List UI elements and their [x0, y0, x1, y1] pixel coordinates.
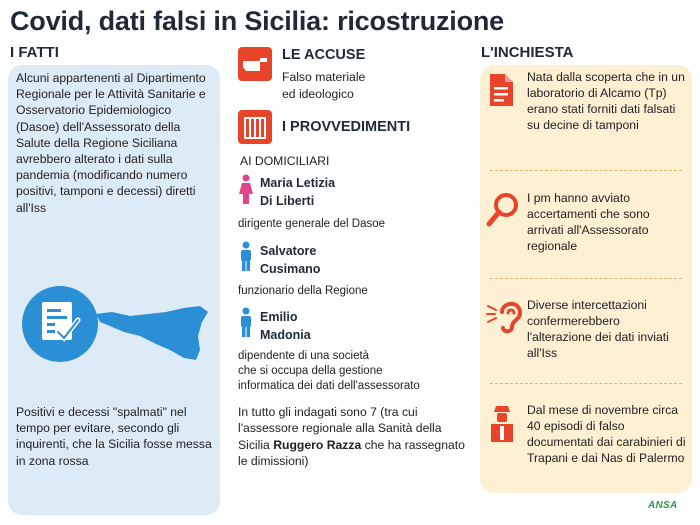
divider — [490, 278, 682, 279]
provvedimenti-heading: I PROVVEDIMENTI — [282, 119, 411, 135]
man-icon — [238, 241, 254, 271]
accuse-line-1: Falso materiale — [282, 70, 366, 84]
page-title: Covid, dati falsi in Sicilia: ricostruzione — [10, 6, 504, 36]
accuse-heading: LE ACCUSE — [282, 47, 366, 63]
ansa-logo: ANSA — [648, 500, 678, 511]
fatti-text-2: Positivi e decessi "spalmati" nel tempo per evitare, secondo gli inquirenti, che la Sicilia fosse messa in zona rossa — [16, 405, 212, 468]
document-check-icon — [22, 286, 98, 362]
person-surname: Cusimano — [260, 262, 321, 276]
person-role: funzionario della Regione — [238, 285, 368, 297]
person-role: dirigente generale del Dasoe — [238, 218, 386, 230]
person-surname: Madonia — [260, 328, 311, 342]
fatti-text-1: Alcuni appartenenti al Dipartimento Regionale per le Attività Sanitarie e Osservatorio Epidemiologico (Dasoe) dell'Assessorato della Salute della Regione Siciliana avrebbero alterato i dati sulla pandemia (modificando numero positivi, tamponi e decessi) diretti all'Iss — [16, 71, 206, 215]
accuse-line-2: ed ideologico — [282, 87, 354, 101]
magnifier-icon — [486, 192, 520, 228]
domiciliari-subheading: AI DOMICILIARI — [240, 154, 330, 168]
document-icon — [486, 72, 516, 108]
person-name: Salvatore — [260, 244, 317, 258]
fatti-heading: I FATTI — [10, 44, 59, 61]
person-name: Maria Letizia — [260, 176, 336, 190]
woman-icon — [238, 174, 254, 204]
sicily-map-icon — [92, 292, 212, 372]
person-surname: Di Liberti — [260, 194, 315, 208]
accuse-pointing-icon — [238, 47, 272, 81]
man-icon — [238, 307, 254, 337]
person-role: informatica dei dati dell'assessorato — [238, 380, 420, 392]
ear-icon — [486, 298, 524, 334]
person-role: che si occupa della gestione — [238, 365, 383, 377]
indagati-summary: In tutto gli indagati sono 7 (tra cui l'assessore regionale alla Sanità della Sicilia Ruggero Razza che ha rassegnato le dimissioni) — [238, 405, 465, 468]
inchiesta-item-3: Diverse intercettazioni confermerebbero l'alterazione dei dati inviati all'Iss — [527, 298, 669, 361]
person-name: Emilio — [260, 310, 298, 324]
inchiesta-item-1: Nata dalla scoperta che in un laboratorio di Alcamo (Tp) erano stati forniti dati falsati su decine di tamponi — [527, 70, 685, 133]
divider — [490, 383, 682, 384]
person-role: dipendente di una società — [238, 350, 370, 362]
inchiesta-heading: L'INCHIESTA — [481, 44, 574, 61]
provvedimenti-prison-icon — [238, 110, 272, 144]
divider — [490, 170, 682, 171]
inchiesta-item-2: I pm hanno avviato accertamenti che sono arrivati all'Assessorato regionale — [527, 191, 650, 254]
inchiesta-item-4: Dal mese di novembre circa 40 episodi di falso documentati dai carabinieri di Trapani e dai Nas di Palermo — [527, 403, 686, 466]
carabiniere-icon — [486, 404, 518, 444]
